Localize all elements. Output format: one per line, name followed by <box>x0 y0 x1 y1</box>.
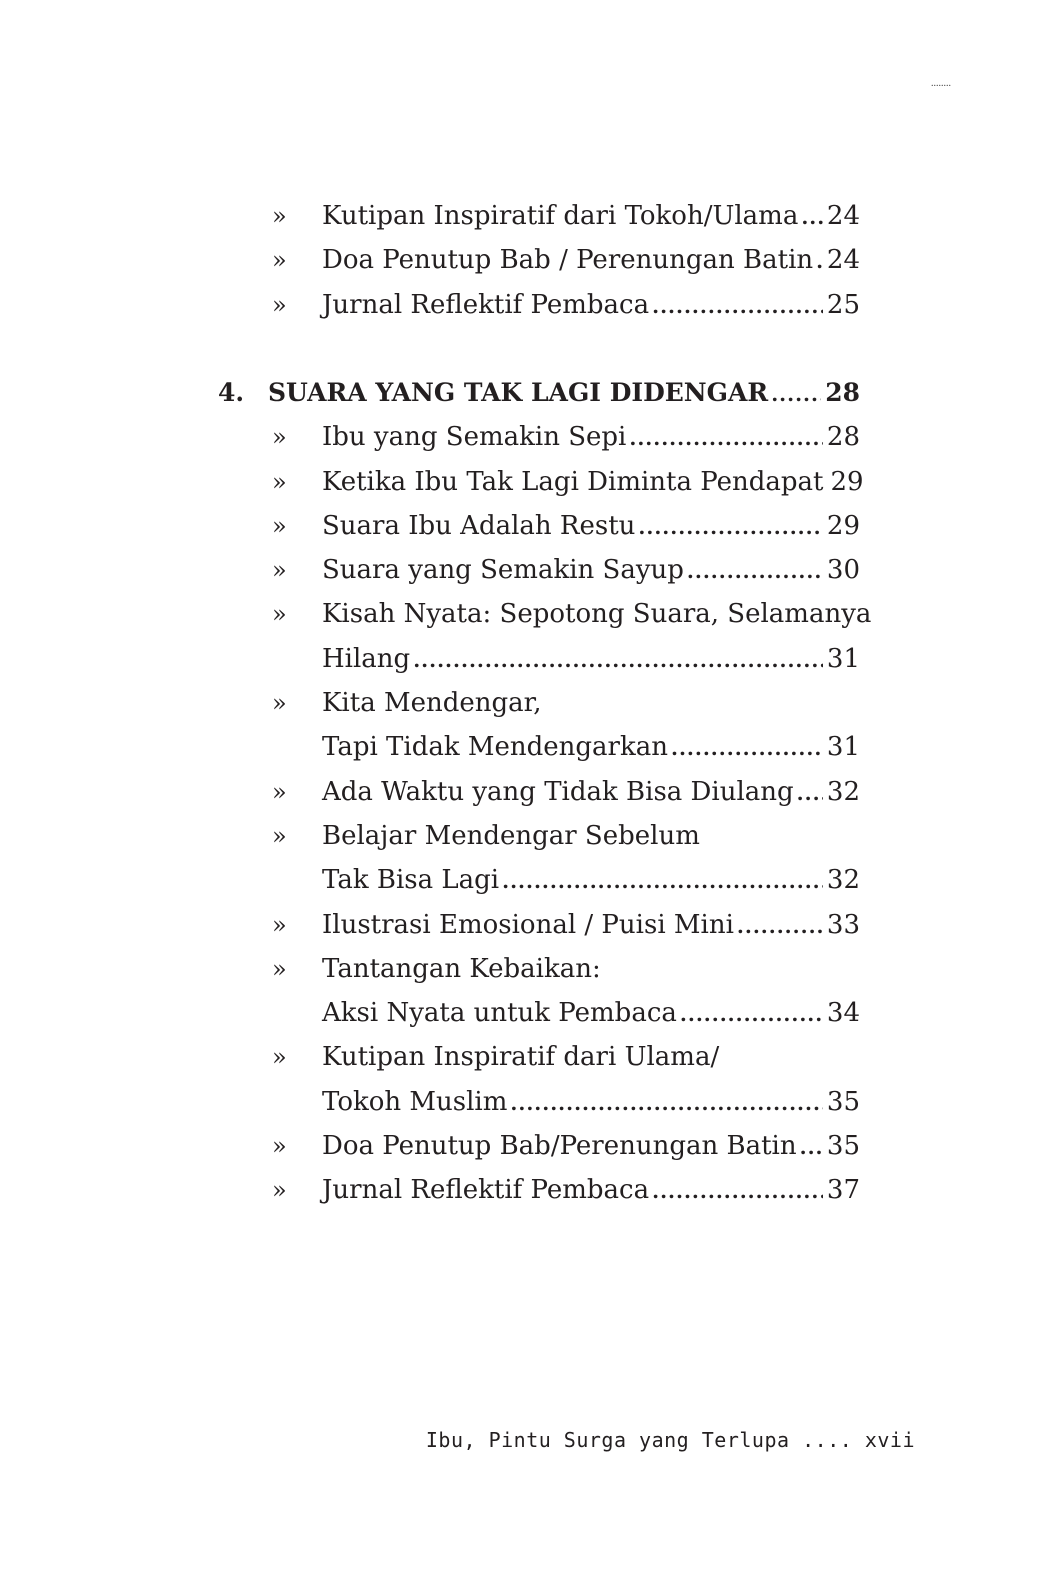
dot-leader <box>801 201 823 233</box>
page-number: 29 <box>826 510 860 541</box>
toc-entry[interactable] <box>272 289 860 322</box>
entry-title: Ilustrasi Emosional / Puisi Mini <box>322 909 734 940</box>
toc-entry[interactable] <box>322 997 860 1030</box>
dot-leader <box>737 910 823 942</box>
dot-leader <box>671 732 823 764</box>
page-number: 32 <box>826 776 860 807</box>
entry-title: Kutipan Inspiratif dari Ulama/ <box>322 1042 720 1073</box>
dot-leader <box>797 777 823 809</box>
bullet-marker: » <box>272 556 287 585</box>
page-number: 28 <box>826 422 860 453</box>
toc-entry[interactable] <box>322 731 860 764</box>
page-number: 33 <box>826 909 860 940</box>
bullet-marker: » <box>272 689 287 717</box>
bullet-marker: » <box>272 1176 287 1205</box>
dot-leader <box>687 555 823 587</box>
toc-entry[interactable] <box>272 1130 860 1163</box>
page-number: 32 <box>826 865 860 896</box>
bullet-marker: » <box>272 467 287 496</box>
entry-title: Suara Ibu Adalah Restu <box>322 510 636 541</box>
dot-leader <box>629 422 823 454</box>
corner-mark: ........ <box>931 78 951 89</box>
page-number: 24 <box>826 201 860 231</box>
entry-title: Jurnal Reflektif Pembaca <box>322 1175 650 1206</box>
toc-entry[interactable] <box>322 1086 860 1119</box>
footer-separator: .... <box>802 1428 853 1452</box>
dot-leader <box>652 290 823 322</box>
bullet-marker: » <box>272 423 287 452</box>
dot-leader <box>502 865 823 897</box>
page-number: 34 <box>826 998 860 1029</box>
entry-title: Doa Penutup Bab / Perenungan Batin <box>322 245 814 276</box>
toc-chapter[interactable] <box>218 377 860 410</box>
bullet-marker: » <box>272 202 287 230</box>
entry-title: Kutipan Inspiratif dari Tokoh/Ulama <box>322 201 799 231</box>
page-number: 35 <box>826 1086 860 1117</box>
dot-leader <box>638 511 822 543</box>
toc-entry[interactable] <box>272 776 860 809</box>
entry-title: Tantangan Kebaikan: <box>322 953 601 984</box>
toc-entry-line[interactable] <box>272 820 860 852</box>
toc-entry-line[interactable] <box>272 953 860 985</box>
folio-page-number: xvii <box>864 1428 915 1452</box>
dot-leader <box>510 1087 823 1119</box>
dot-leader <box>680 998 823 1030</box>
dot-leader <box>771 378 821 410</box>
page-number: 30 <box>826 555 860 586</box>
entry-title: Ketika Ibu Tak Lagi Diminta Pendapat <box>322 466 824 497</box>
chapter-number: 4. <box>218 377 245 407</box>
entry-title: Jurnal Reflektif Pembaca <box>322 289 650 320</box>
entry-title: Tapi Tidak Mendengarkan <box>322 732 668 763</box>
entry-title: Suara yang Semakin Sayup <box>322 555 684 586</box>
toc-entry[interactable] <box>272 909 860 942</box>
toc-entry-line[interactable] <box>272 1041 860 1073</box>
bullet-marker: » <box>272 246 287 275</box>
bullet-marker: » <box>272 777 287 806</box>
running-footer <box>426 1428 915 1452</box>
running-title: Ibu, Pintu Surga yang Terlupa <box>425 1428 790 1452</box>
entry-title: Kisah Nyata: Sepotong Suara, Selamanya <box>322 599 872 630</box>
entry-title: Hilang <box>322 643 411 674</box>
page-number: 31 <box>826 643 860 674</box>
bullet-marker: » <box>272 821 287 850</box>
bullet-marker: » <box>272 600 287 629</box>
bullet-marker: » <box>272 511 287 540</box>
entry-title: Aksi Nyata untuk Pembaca <box>322 998 677 1029</box>
toc-entry-line[interactable] <box>272 687 860 719</box>
toc-entry[interactable] <box>322 864 860 897</box>
page-number: 25 <box>826 289 860 320</box>
page-number: 37 <box>826 1175 860 1206</box>
toc-entry[interactable] <box>272 421 860 454</box>
toc-entry[interactable] <box>272 554 860 587</box>
toc-entry[interactable] <box>272 1174 860 1207</box>
toc-entry-line[interactable] <box>272 598 872 630</box>
page-number: 29 <box>830 466 864 497</box>
page-number: 31 <box>826 732 860 763</box>
toc-entry[interactable] <box>272 466 864 499</box>
chapter-title: SUARA YANG TAK LAGI DIDENGAR <box>268 377 769 407</box>
entry-title: Doa Penutup Bab/Perenungan Batin <box>322 1131 797 1161</box>
bullet-marker: » <box>272 910 287 939</box>
entry-title: Tokoh Muslim <box>322 1086 508 1117</box>
entry-title: Tak Bisa Lagi <box>322 865 500 896</box>
bullet-marker: » <box>272 1043 287 1072</box>
toc-entry[interactable] <box>272 510 860 543</box>
dot-leader <box>816 245 823 277</box>
entry-title: Ibu yang Semakin Sepi <box>322 422 627 453</box>
toc-entry[interactable] <box>322 643 860 676</box>
dot-leader <box>800 1131 823 1163</box>
toc-entry[interactable] <box>272 200 860 233</box>
entry-title: Belajar Mendengar Sebelum <box>322 820 700 851</box>
page-number: 28 <box>825 377 860 407</box>
entry-title: Ada Waktu yang Tidak Bisa Diulang <box>322 776 794 807</box>
bullet-marker: » <box>272 1132 287 1160</box>
dot-leader <box>652 1175 823 1207</box>
dot-leader <box>413 644 823 676</box>
entry-title: Kita Mendengar, <box>322 688 542 718</box>
page-number: 35 <box>826 1131 860 1161</box>
bullet-marker: » <box>272 954 287 983</box>
page-number: 24 <box>826 245 860 276</box>
bullet-marker: » <box>272 290 287 319</box>
toc-entry[interactable] <box>272 244 860 277</box>
